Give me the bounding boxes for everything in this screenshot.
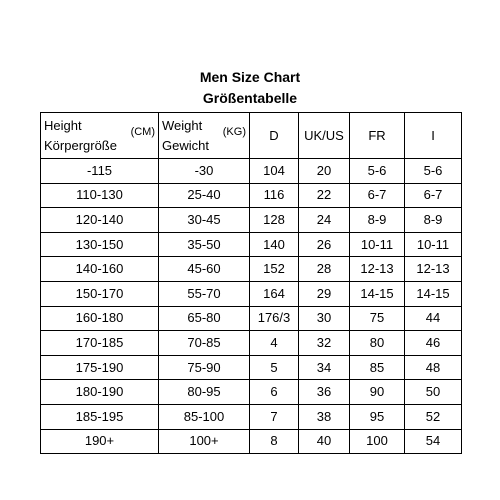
cell-height: 175-190 — [41, 355, 159, 380]
cell-height: 190+ — [41, 429, 159, 454]
cell-fr: 12-13 — [350, 257, 405, 282]
cell-i: 14-15 — [405, 281, 462, 306]
header-row — [41, 113, 462, 159]
cell-weight: 85-100 — [159, 404, 250, 429]
table-row — [41, 232, 462, 257]
cell-d: 7 — [250, 404, 299, 429]
cell-i: 10-11 — [405, 232, 462, 257]
cell-fr: 90 — [350, 380, 405, 405]
cell-weight: 75-90 — [159, 355, 250, 380]
cell-fr: 95 — [350, 404, 405, 429]
cell-ukus: 20 — [299, 159, 350, 184]
table-row — [41, 183, 462, 208]
cell-d: 152 — [250, 257, 299, 282]
header-d: D — [250, 113, 299, 159]
header-weight-sub: Gewicht — [162, 138, 209, 153]
table-row — [41, 159, 462, 184]
cell-ukus: 22 — [299, 183, 350, 208]
cell-weight: 55-70 — [159, 281, 250, 306]
table-row — [41, 306, 462, 331]
table-body — [41, 159, 462, 454]
cell-height: 120-140 — [41, 208, 159, 233]
chart-title: Men Size Chart — [199, 69, 301, 85]
cell-i: 8-9 — [405, 208, 462, 233]
cell-fr: 14-15 — [350, 281, 405, 306]
table-row — [41, 208, 462, 233]
cell-i: 44 — [405, 306, 462, 331]
cell-ukus: 40 — [299, 429, 350, 454]
cell-weight: 80-95 — [159, 380, 250, 405]
cell-fr: 5-6 — [350, 159, 405, 184]
cell-height: 130-150 — [41, 232, 159, 257]
cell-ukus: 32 — [299, 331, 350, 356]
table-row — [41, 404, 462, 429]
cell-ukus: 26 — [299, 232, 350, 257]
header-height-sub: Körpergröße — [44, 138, 117, 153]
cell-height: 170-185 — [41, 331, 159, 356]
header-i: I — [405, 113, 462, 159]
cell-i: 50 — [405, 380, 462, 405]
cell-d: 128 — [250, 208, 299, 233]
header-fr: FR — [350, 113, 405, 159]
table-row — [41, 429, 462, 454]
cell-i: 52 — [405, 404, 462, 429]
cell-d: 140 — [250, 232, 299, 257]
cell-d: 5 — [250, 355, 299, 380]
cell-i: 12-13 — [405, 257, 462, 282]
header-height — [41, 113, 159, 159]
table-row — [41, 257, 462, 282]
table-row — [41, 355, 462, 380]
cell-d: 4 — [250, 331, 299, 356]
cell-d: 176/3 — [250, 306, 299, 331]
cell-d: 164 — [250, 281, 299, 306]
cell-fr: 85 — [350, 355, 405, 380]
cell-i: 5-6 — [405, 159, 462, 184]
cell-height: 180-190 — [41, 380, 159, 405]
cell-height: 140-160 — [41, 257, 159, 282]
header-height-label: Height — [44, 118, 82, 133]
cell-ukus: 30 — [299, 306, 350, 331]
chart-subtitle: Größentabelle — [202, 90, 298, 106]
table-row — [41, 331, 462, 356]
cell-weight: 25-40 — [159, 183, 250, 208]
cell-d: 116 — [250, 183, 299, 208]
cell-ukus: 29 — [299, 281, 350, 306]
cell-i: 46 — [405, 331, 462, 356]
cell-ukus: 36 — [299, 380, 350, 405]
cell-fr: 80 — [350, 331, 405, 356]
cell-weight: 35-50 — [159, 232, 250, 257]
cell-weight: 45-60 — [159, 257, 250, 282]
cell-i: 6-7 — [405, 183, 462, 208]
cell-fr: 8-9 — [350, 208, 405, 233]
cell-ukus: 38 — [299, 404, 350, 429]
cell-weight: -30 — [159, 159, 250, 184]
header-weight-unit: (KG) — [222, 126, 246, 138]
cell-weight: 65-80 — [159, 306, 250, 331]
cell-weight: 100+ — [159, 429, 250, 454]
header-height-unit: (CM) — [130, 126, 155, 138]
size-table — [40, 112, 462, 454]
header-ukus: UK/US — [299, 113, 350, 159]
cell-height: 150-170 — [41, 281, 159, 306]
table-row — [41, 281, 462, 306]
cell-fr: 75 — [350, 306, 405, 331]
cell-weight: 30-45 — [159, 208, 250, 233]
cell-height: -115 — [41, 159, 159, 184]
cell-i: 54 — [405, 429, 462, 454]
cell-fr: 100 — [350, 429, 405, 454]
table-row — [41, 380, 462, 405]
cell-d: 6 — [250, 380, 299, 405]
cell-height: 185-195 — [41, 404, 159, 429]
cell-i: 48 — [405, 355, 462, 380]
cell-d: 104 — [250, 159, 299, 184]
header-weight-label: Weight — [162, 118, 203, 133]
cell-ukus: 28 — [299, 257, 350, 282]
cell-ukus: 24 — [299, 208, 350, 233]
cell-fr: 6-7 — [350, 183, 405, 208]
header-weight — [159, 113, 250, 159]
cell-ukus: 34 — [299, 355, 350, 380]
cell-fr: 10-11 — [350, 232, 405, 257]
cell-height: 160-180 — [41, 306, 159, 331]
cell-d: 8 — [250, 429, 299, 454]
cell-height: 110-130 — [41, 183, 159, 208]
cell-weight: 70-85 — [159, 331, 250, 356]
